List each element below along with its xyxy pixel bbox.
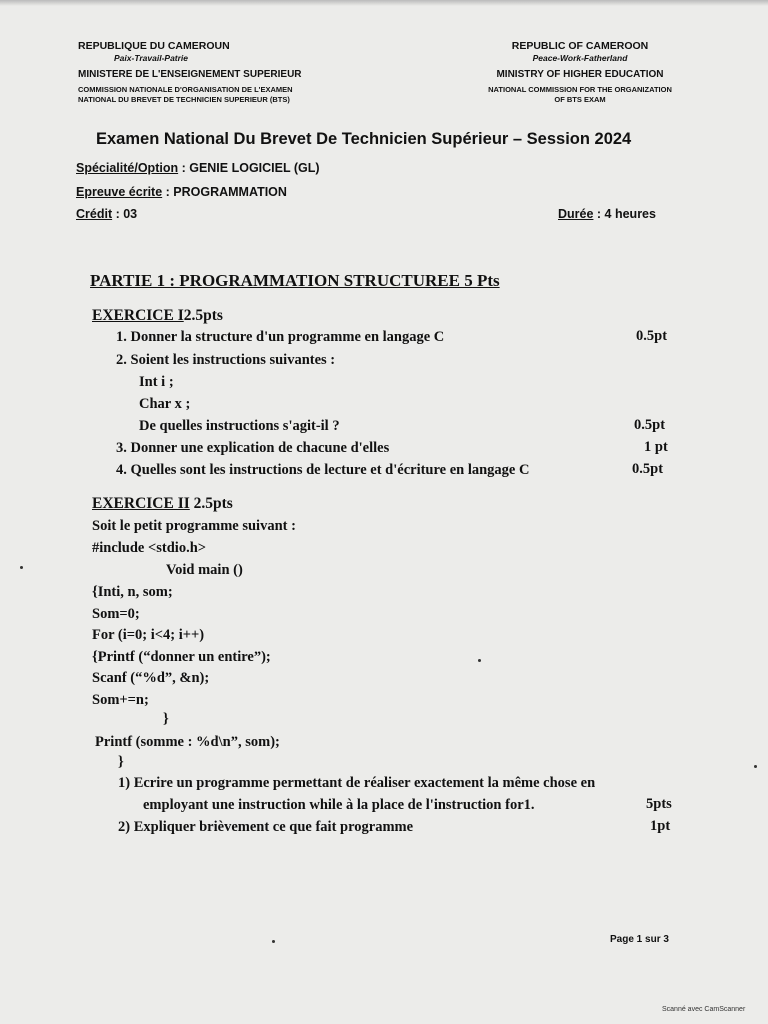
- commission-fr-2: NATIONAL DU BREVET DE TECHNICIEN SUPERIEUR (BTS): [78, 95, 290, 104]
- code-line: Printf (somme : %d\n”, som);: [95, 734, 280, 750]
- motto-en: Peace-Work-Fatherland: [532, 53, 628, 64]
- exercise1-heading: [92, 307, 223, 325]
- code-line: #include <stdio.h>: [92, 540, 207, 556]
- speck: [754, 765, 757, 768]
- specialite-value: : GENIE LOGICIEL (GL): [178, 161, 320, 175]
- exercise2-points: 2.5pts: [193, 495, 233, 512]
- ministry-en: MINISTRY OF HIGHER EDUCATION: [496, 68, 664, 80]
- ex1-q1: 1. Donner la structure d'un programme en langage C: [116, 329, 445, 345]
- credit-value: : 03: [112, 207, 138, 221]
- scan-edge: [0, 0, 768, 6]
- commission-fr-1: COMMISSION NATIONALE D'ORGANISATION DE L'EXAMEN: [78, 85, 293, 95]
- duree-line: [558, 207, 656, 221]
- code-line: Som=0;: [92, 606, 140, 622]
- code-line: For (i=0; i<4; i++): [92, 627, 205, 643]
- part1-title: PARTIE 1 : PROGRAMMATION STRUCTUREE 5 Pts: [90, 271, 500, 290]
- credit-line: [76, 207, 137, 221]
- ex1-q3: 3. Donner une explication de chacune d'elles: [116, 440, 390, 456]
- scanner-watermark: Scanné avec CamScanner: [662, 1006, 746, 1013]
- duree-value: : 4 heures: [593, 207, 656, 221]
- code-line: Void main (): [166, 562, 243, 578]
- page-number: Page 1 sur 3: [610, 934, 669, 945]
- exercise1-points: 2.5pts: [183, 307, 223, 324]
- epreuve-label: Epreuve écrite: [76, 185, 163, 199]
- code-line: }: [118, 754, 124, 770]
- commission-en-2: OF BTS EXAM: [554, 95, 606, 104]
- ex1-q4-pts: 0.5pt: [632, 461, 664, 477]
- ex1-q3-pts: 1 pt: [644, 439, 668, 455]
- commission-en-1: NATIONAL COMMISSION FOR THE ORGANIZATION: [488, 85, 672, 95]
- exercise2-heading: [92, 495, 233, 513]
- header-left: [78, 40, 302, 105]
- duree-label: Durée: [558, 207, 594, 221]
- ministry-fr: MINISTERE DE L'ENSEIGNEMENT SUPERIEUR: [78, 68, 302, 80]
- code-line: {Printf (“donner un entire”);: [92, 649, 271, 665]
- credit-label: Crédit: [76, 207, 113, 221]
- code-line: }: [163, 711, 169, 727]
- speck: [272, 940, 275, 943]
- ex2-intro: Soit le petit programme suivant :: [92, 518, 296, 534]
- ex2-q1-line1: 1) Ecrire un programme permettant de réaliser exactement la même chose en: [118, 775, 596, 791]
- ex1-code-a: Int i ;: [139, 374, 174, 390]
- speck: [20, 566, 23, 569]
- ex2-q1-line2: employant une instruction while à la place de l'instruction for1.: [143, 797, 535, 813]
- code-line: Scanf (“%d”, &n);: [92, 670, 210, 686]
- ex1-q2: 2. Soient les instructions suivantes :: [116, 352, 336, 368]
- ex1-code-b: Char x ;: [139, 396, 191, 412]
- ex2-q2: 2) Expliquer brièvement ce que fait programme: [118, 819, 414, 835]
- code-line: {Inti, n, som;: [92, 584, 173, 600]
- speck: [478, 659, 481, 662]
- code-line: Som+=n;: [92, 692, 149, 708]
- exam-title: Examen National Du Brevet De Technicien Supérieur – Session 2024: [96, 130, 632, 148]
- ex1-q2-pts: 0.5pt: [634, 417, 666, 433]
- ex1-q1-pts: 0.5pt: [636, 328, 668, 344]
- ex1-q4: 4. Quelles sont les instructions de lecture et d'écriture en langage C: [116, 462, 530, 478]
- motto-fr: Paix-Travail-Patrie: [114, 53, 189, 64]
- ex1-q2-sub: De quelles instructions s'agit-il ?: [139, 418, 340, 434]
- epreuve-value: : PROGRAMMATION: [162, 185, 287, 199]
- exercise2-title: EXERCICE II: [92, 495, 190, 512]
- ex2-q1-pts: 5pts: [646, 796, 672, 812]
- country-en: REPUBLIC OF CAMEROON: [511, 40, 649, 52]
- header-right: [440, 40, 720, 105]
- ex2-q2-pts: 1pt: [650, 818, 671, 834]
- specialite-line: [76, 161, 320, 175]
- epreuve-line: [76, 185, 287, 199]
- exercise1-title: EXERCICE I: [92, 307, 184, 324]
- country-fr: REPUBLIQUE DU CAMEROUN: [78, 40, 230, 52]
- specialite-label: Spécialité/Option: [76, 161, 179, 175]
